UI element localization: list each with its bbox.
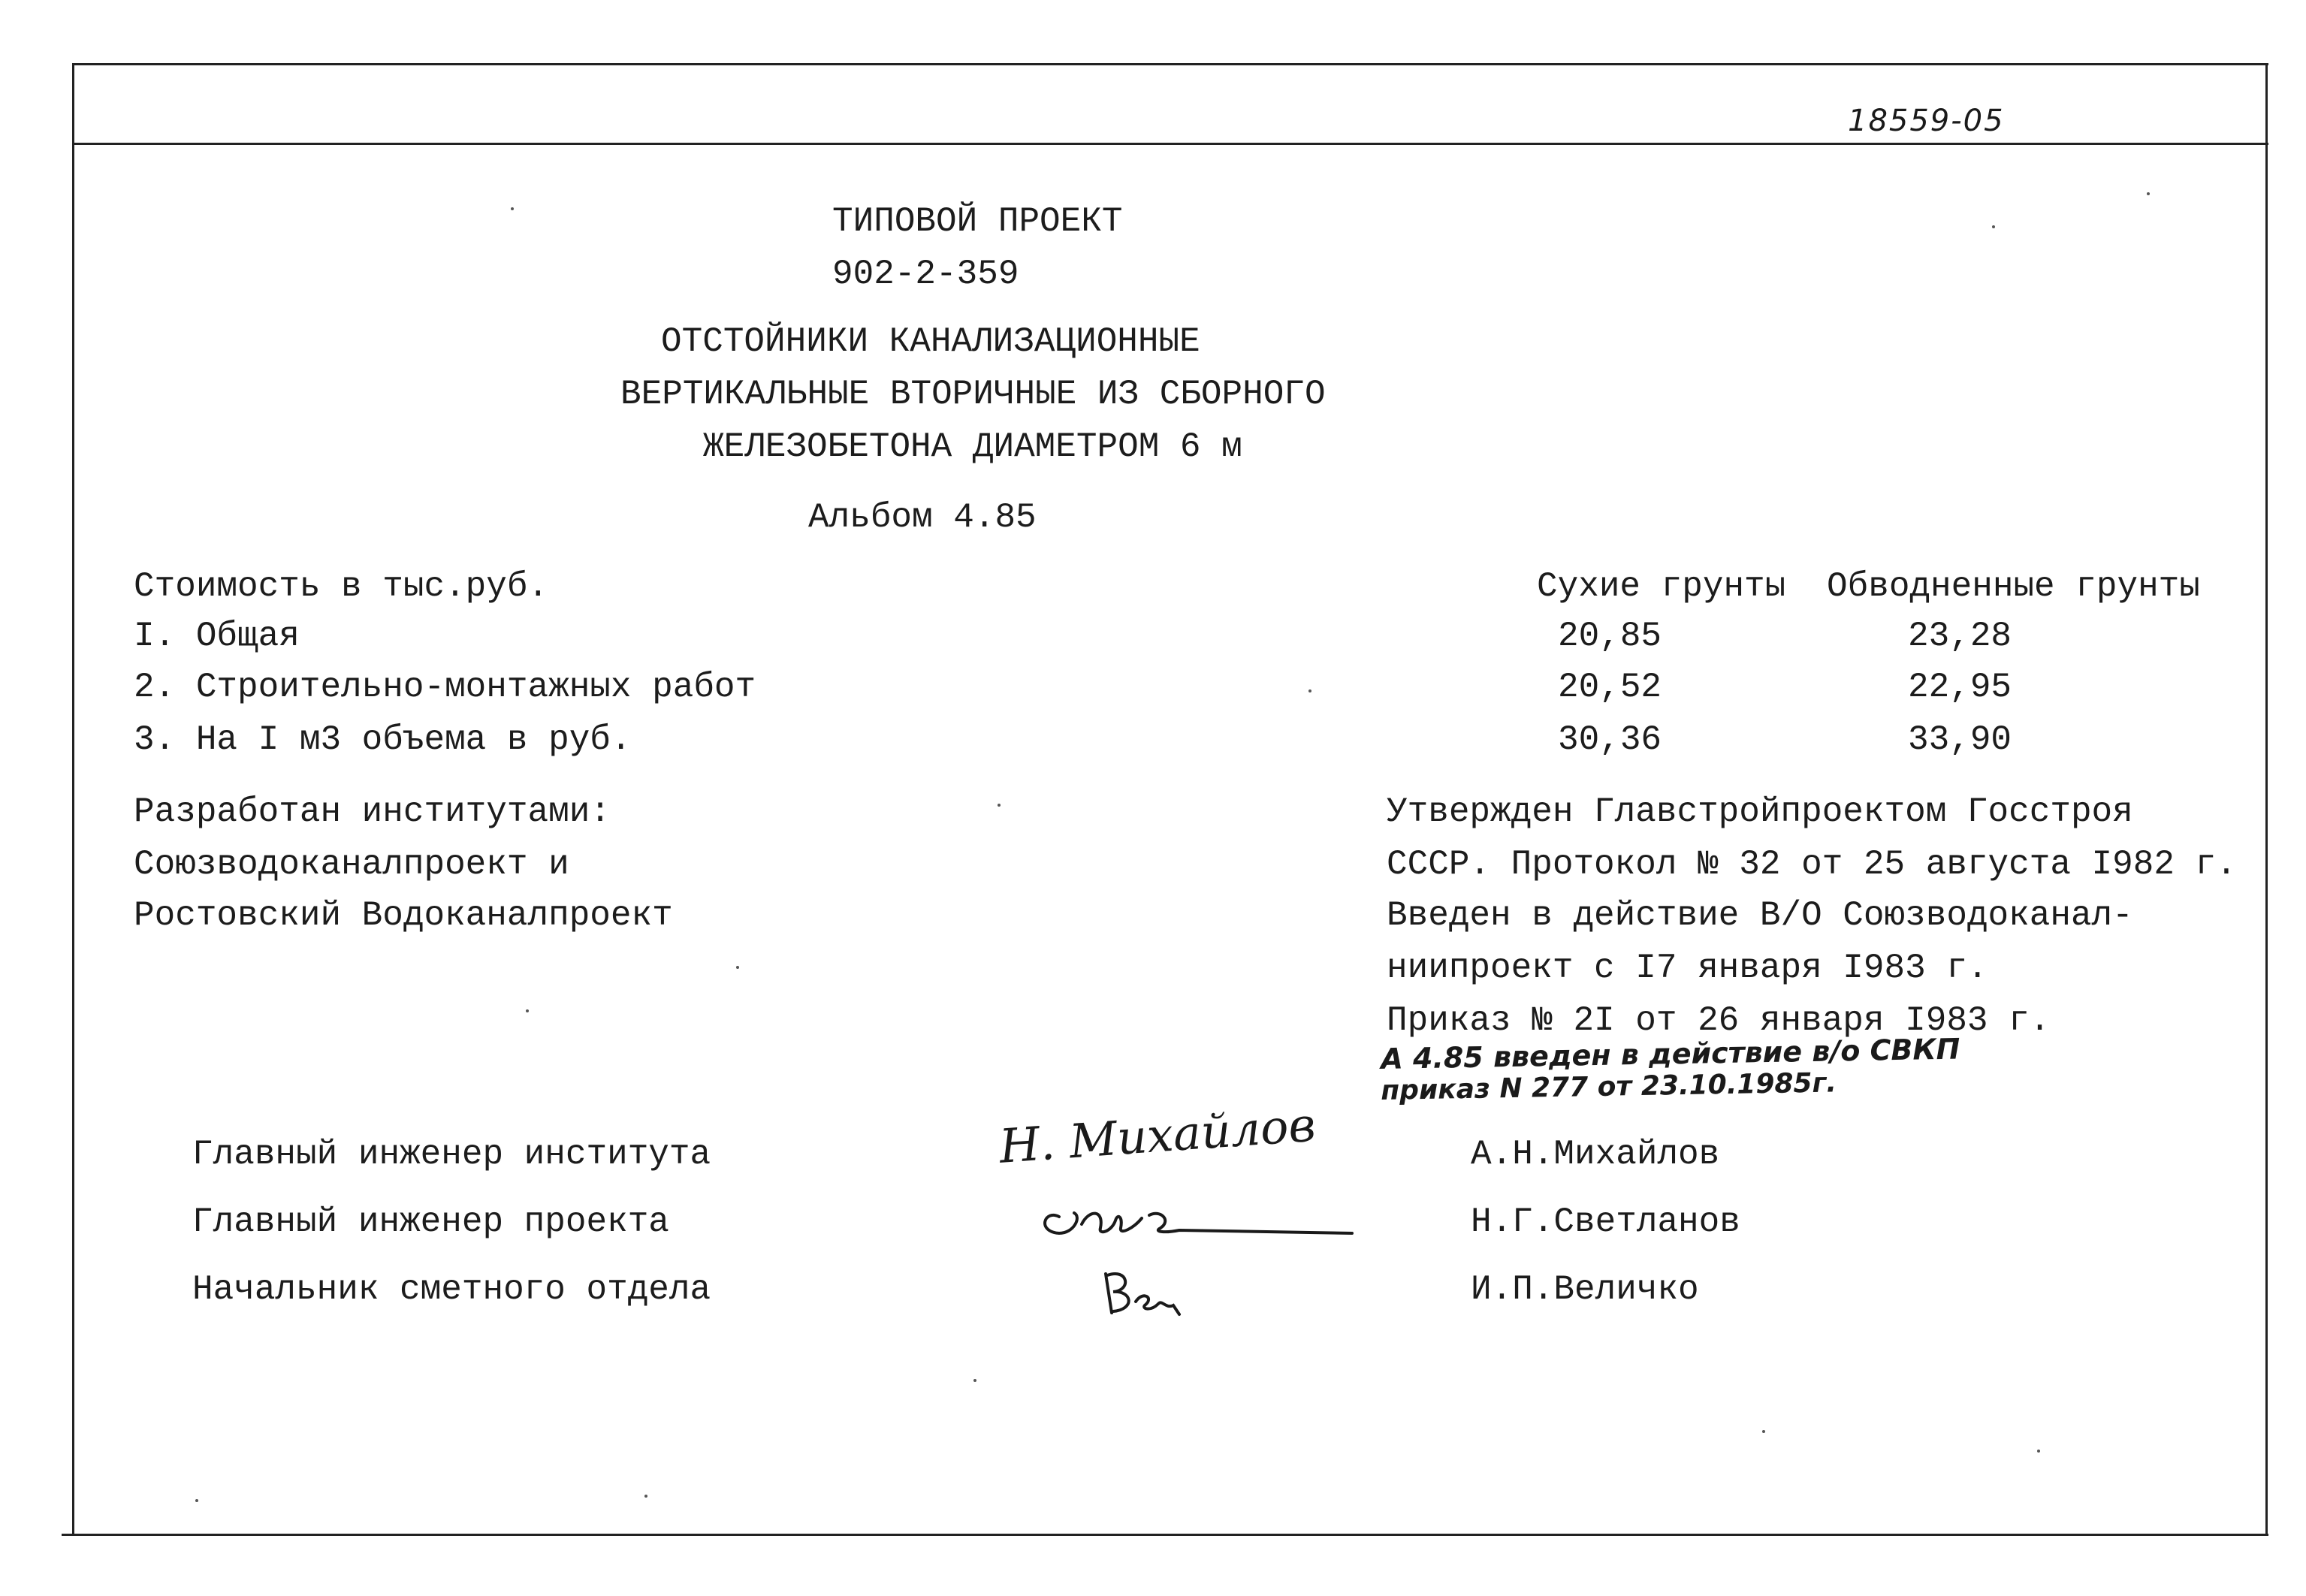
- cost-row-wet-value: 33,90: [1908, 720, 2012, 759]
- project-number: 902-2-359: [832, 255, 1019, 294]
- cost-row-dry-value: 20,52: [1558, 668, 1662, 707]
- frame-right-line: [2265, 63, 2268, 1535]
- signatory-name: Н.Г.Светланов: [1471, 1202, 1740, 1242]
- signature-chief-engineer-institute: Н. Михайлов: [998, 1097, 1317, 1174]
- handwritten-note-line-2: приказ N 277 от 23.10.1985г.: [1381, 1067, 1837, 1106]
- column-wet-soils: Обводненные грунты: [1827, 567, 2200, 606]
- subject-line-1: ОТСТОЙНИКИ КАНАЛИЗАЦИОННЫЕ: [661, 322, 1200, 361]
- scan-speck: [2147, 192, 2150, 195]
- scan-speck: [998, 804, 1001, 807]
- developed-by-institute-1: Союзводоканалпроект и: [134, 845, 569, 884]
- scan-speck: [2037, 1450, 2040, 1453]
- signatory-name: И.П.Величко: [1471, 1270, 1699, 1309]
- cost-heading: Стоимость в тыс.руб.: [134, 567, 549, 606]
- scan-speck: [511, 207, 514, 210]
- developed-by-institute-2: Ростовский Водоканалпроект: [134, 896, 673, 935]
- frame-top-line: [74, 63, 2268, 65]
- cost-row-dry-value: 20,85: [1558, 617, 1662, 656]
- signatory-role: Главный инженер проекта: [192, 1202, 669, 1242]
- frame-left-line: [72, 63, 74, 1535]
- frame-header-line: [74, 143, 2268, 145]
- cost-row-label: I. Общая: [134, 617, 300, 656]
- document-number: 18559-05: [1848, 104, 2005, 138]
- approval-line-5: Приказ № 2I от 26 января I983 г.: [1387, 1001, 2051, 1040]
- frame-bottom-line: [62, 1534, 2268, 1536]
- cost-row-label: 2. Строительно-монтажных работ: [134, 668, 756, 707]
- scan-speck: [195, 1499, 198, 1502]
- subject-line-2: ВЕРТИКАЛЬНЫЕ ВТОРИЧНЫЕ ИЗ СБОРНОГО: [620, 375, 1326, 414]
- signatory-role: Главный инженер института: [192, 1135, 711, 1174]
- scan-speck: [526, 1009, 529, 1012]
- cost-row-wet-value: 22,95: [1908, 668, 2012, 707]
- signatory-role: Начальник сметного отдела: [192, 1270, 711, 1309]
- handwritten-note-line-1: А 4.85 введен в действие в/о СВКП: [1381, 1032, 1960, 1076]
- scan-speck: [1762, 1430, 1765, 1433]
- scan-speck: [736, 966, 739, 969]
- cost-row-wet-value: 23,28: [1908, 617, 2012, 656]
- subject-line-3: ЖЕЛЕЗОБЕТОНА ДИАМЕТРОМ 6 м: [703, 427, 1242, 466]
- album-label: Альбом 4.85: [808, 498, 1037, 537]
- project-type-title: ТИПОВОЙ ПРОЕКТ: [832, 202, 1123, 241]
- approval-line-4: ниипроект с I7 января I983 г.: [1387, 949, 1988, 988]
- scan-speck: [973, 1379, 976, 1382]
- approval-line-3: Введен в действие В/О Союзводоканал-: [1387, 896, 2133, 935]
- scan-speck: [644, 1495, 647, 1498]
- cost-row-dry-value: 30,36: [1558, 720, 1662, 759]
- approval-line-2: СССР. Протокол № 32 от 25 августа I982 г.: [1387, 845, 2237, 884]
- scan-speck: [1308, 689, 1311, 692]
- developed-by-heading: Разработан институтами:: [134, 792, 611, 831]
- signature-chief-engineer-project: [1029, 1187, 1360, 1254]
- signatory-name: А.Н.Михайлов: [1471, 1135, 1720, 1174]
- cost-row-label: 3. На I м3 объема в руб.: [134, 720, 632, 759]
- column-dry-soils: Сухие грунты: [1537, 567, 1786, 606]
- approval-line-1: Утвержден Главстройпроектом Госстроя: [1387, 792, 2133, 831]
- scan-speck: [1992, 225, 1995, 228]
- signature-head-estimate-department: [1098, 1268, 1188, 1320]
